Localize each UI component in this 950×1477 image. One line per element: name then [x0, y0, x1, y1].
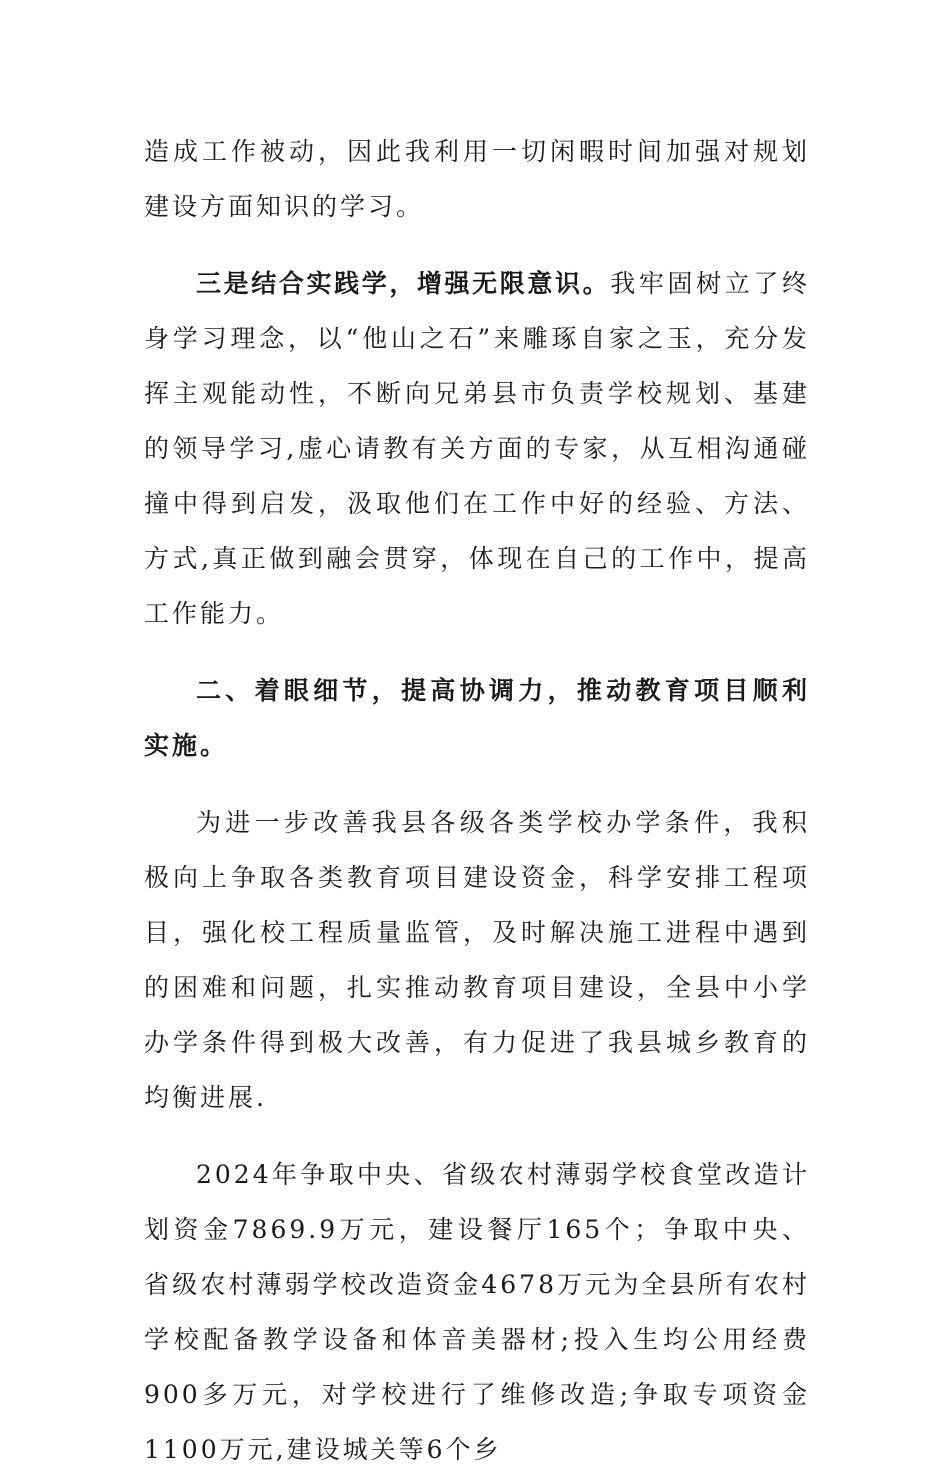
paragraph-project-intro [144, 795, 810, 1125]
paragraph-text: 为进一步改善我县各级各类学校办学条件，我积极向上争取各类教育项目建设资金，科学安排工程项目，强化校工程质量监管，及时解决施工进程中遇到的困难和问题，扎实推动教育项目建设，全县中小学办学条件得到极大改善，有力促进了我县城乡教育的均衡进展. [144, 808, 810, 1112]
section-heading-2 [144, 663, 810, 773]
paragraph-continuation [144, 124, 810, 234]
paragraph-lead-bold: 三是结合实践学，增强无限意识。 [196, 269, 611, 298]
paragraph-text: 造成工作被动，因此我利用一切闲暇时间加强对规划建设方面知识的学习。 [144, 137, 810, 221]
document-body [144, 124, 810, 1477]
paragraph-practice-learning [144, 256, 810, 641]
paragraph-text: 2024年争取中央、省级农村薄弱学校食堂改造计划资金7869.9万元，建设餐厅165个；争取中央、省级农村薄弱学校改造资金4678万元为全县所有农村学校配备教学设备和体音美器材;投入生均公用经费900多万元，对学校进行了维修改造;争取专项资金1100万元,建设城关等6个乡 [144, 1160, 810, 1464]
heading-text: 二、着眼细节，提高协调力，推动教育项目顺利实施。 [144, 676, 810, 760]
paragraph-text: 我牢固树立了终身学习理念，以“他山之石”来雕琢自家之玉，充分发挥主观能动性，不断向兄弟县市负责学校规划、基建的领导学习,虚心请教有关方面的专家，从互相沟通碰撞中得到启发，汲取他们在工作中好的经验、方法、方式,真正做到融会贯穿，体现在自己的工作中，提高工作能力。 [144, 269, 810, 628]
paragraph-funding-2024 [144, 1147, 810, 1477]
